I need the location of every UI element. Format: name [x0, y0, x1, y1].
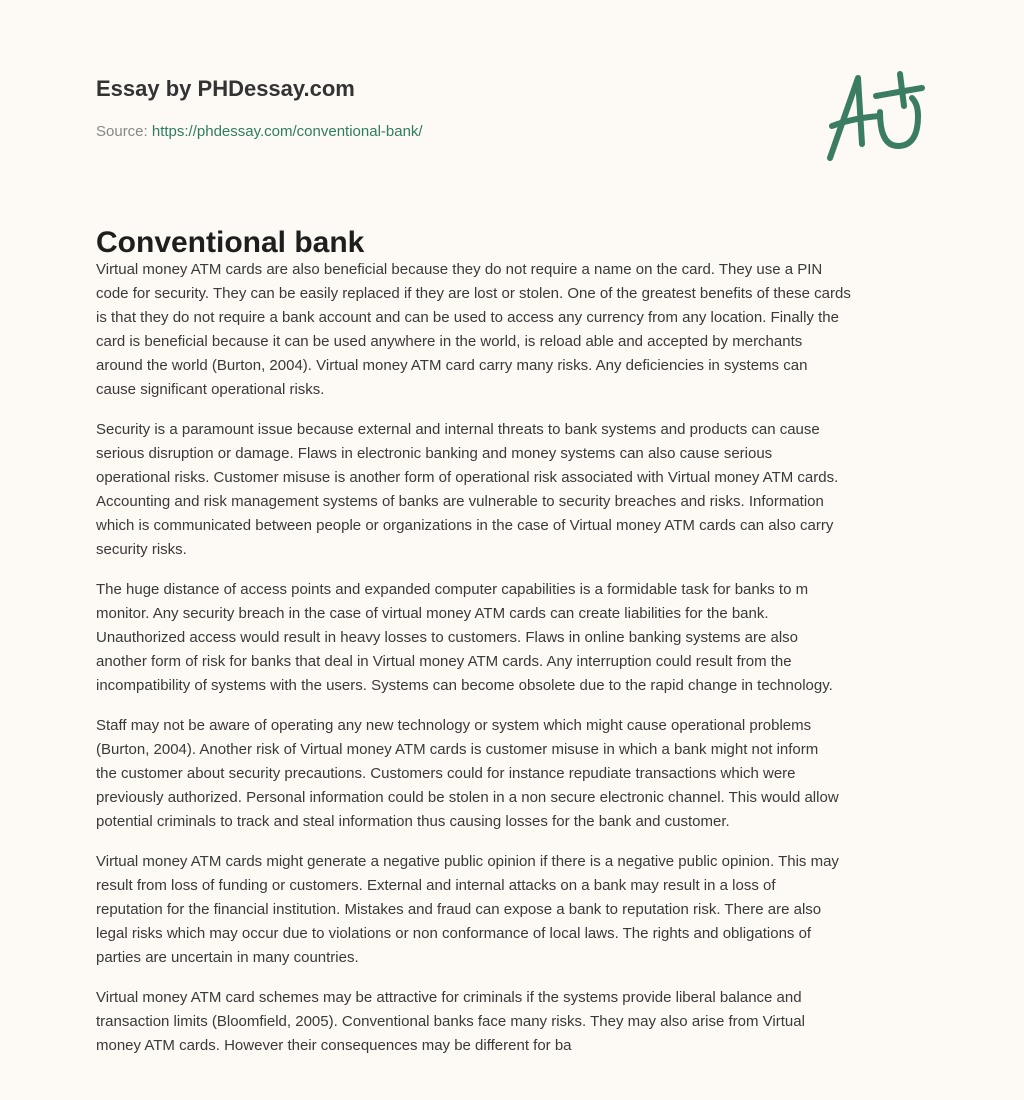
paragraph-line: Virtual money ATM cards are also beneficial because they do not require a name on the card. They use a PIN	[96, 261, 823, 278]
paragraph-line: around the world (Burton, 2004). Virtual money ATM card carry many risks. Any deficiencies in systems can	[96, 357, 808, 374]
paragraph-line: cause significant operational risks.	[96, 381, 325, 398]
paragraph-line: serious disruption or damage. Flaws in electronic banking and money systems can also cause serious	[96, 445, 773, 462]
paragraph	[96, 850, 946, 970]
paragraph-line: code for security. They can be easily replaced if they are lost or stolen. One of the greatest benefits of these cards	[96, 285, 851, 302]
paragraph-line: card is beneficial because it can be used anywhere in the world, is reload able and accepted by merchants	[96, 333, 803, 350]
paragraph-line: potential criminals to track and steal information thus causing losses for the bank and customer.	[96, 813, 730, 830]
paragraph-line: result from loss of funding or customers. External and internal attacks on a bank may result in a loss of	[96, 877, 776, 894]
paragraph-line: Accounting and risk management systems of banks are vulnerable to security breaches and risks. Information	[96, 493, 824, 510]
paragraph-line: is that they do not require a bank account and can be used to access any currency from any location. Finally the	[96, 309, 839, 326]
article-body	[96, 258, 946, 1074]
a-plus-logo	[818, 66, 928, 166]
paragraph-line: security risks.	[96, 541, 187, 558]
source-line	[96, 123, 423, 140]
paragraph-line: Staff may not be aware of operating any new technology or system which might cause operational problems	[96, 717, 812, 734]
paragraph	[96, 578, 946, 698]
source-label: Source:	[96, 123, 152, 140]
article-title: Conventional bank	[96, 226, 365, 259]
paragraph-line: reputation for the financial institution. Mistakes and fraud can expose a bank to reputation risk. There are also	[96, 901, 822, 918]
paragraph-line: previously authorized. Personal information could be stolen in a non secure electronic channel. This would allow	[96, 789, 839, 806]
paragraph-line: monitor. Any security breach in the case of virtual money ATM cards can create liabilities for the bank.	[96, 605, 769, 622]
paragraph-line: Virtual money ATM card schemes may be attractive for criminals if the systems provide liberal balance and	[96, 989, 802, 1006]
paragraph-line: The huge distance of access points and expanded computer capabilities is a formidable task for banks to m	[96, 581, 809, 598]
paragraph	[96, 418, 946, 562]
paragraph-line: the customer about security precautions. Customers could for instance repudiate transactions which were	[96, 765, 796, 782]
paragraph-line: (Burton, 2004). Another risk of Virtual money ATM cards is customer misuse in which a bank might not inform	[96, 741, 819, 758]
paragraph	[96, 714, 946, 834]
paragraph-line: parties are uncertain in many countries.	[96, 949, 359, 966]
source-link[interactable]: https://phdessay.com/conventional-bank/	[151, 123, 423, 140]
paragraph-line: transaction limits (Bloomfield, 2005). Conventional banks face many risks. They may also arise from Virtual	[96, 1013, 805, 1030]
paragraph-line: incompatibility of systems with the users. Systems can become obsolete due to the rapid change in technology.	[96, 677, 833, 694]
site-brand: Essay by PHDessay.com	[96, 76, 355, 101]
paragraph-line: another form of risk for banks that deal in Virtual money ATM cards. Any interruption could result from the	[96, 653, 792, 670]
paragraph-line: legal risks which may occur due to violations or non conformance of local laws. The rights and obligations of	[96, 925, 812, 942]
paragraph-line: operational risks. Customer misuse is another form of operational risk associated with Virtual money ATM cards.	[96, 469, 839, 486]
paragraph-line: money ATM cards. However their consequences may be different for ba	[96, 1037, 572, 1054]
paragraph-line: which is communicated between people or organizations in the case of Virtual money ATM cards can also carry	[96, 517, 834, 534]
paragraph	[96, 986, 946, 1058]
paragraph	[96, 258, 946, 402]
paragraph-line: Virtual money ATM cards might generate a negative public opinion if there is a negative public opinion. This may	[96, 853, 839, 870]
paragraph-line: Unauthorized access would result in heavy losses to customers. Flaws in online banking systems are also	[96, 629, 798, 646]
paragraph-line: Security is a paramount issue because external and internal threats to bank systems and products can cause	[96, 421, 820, 438]
